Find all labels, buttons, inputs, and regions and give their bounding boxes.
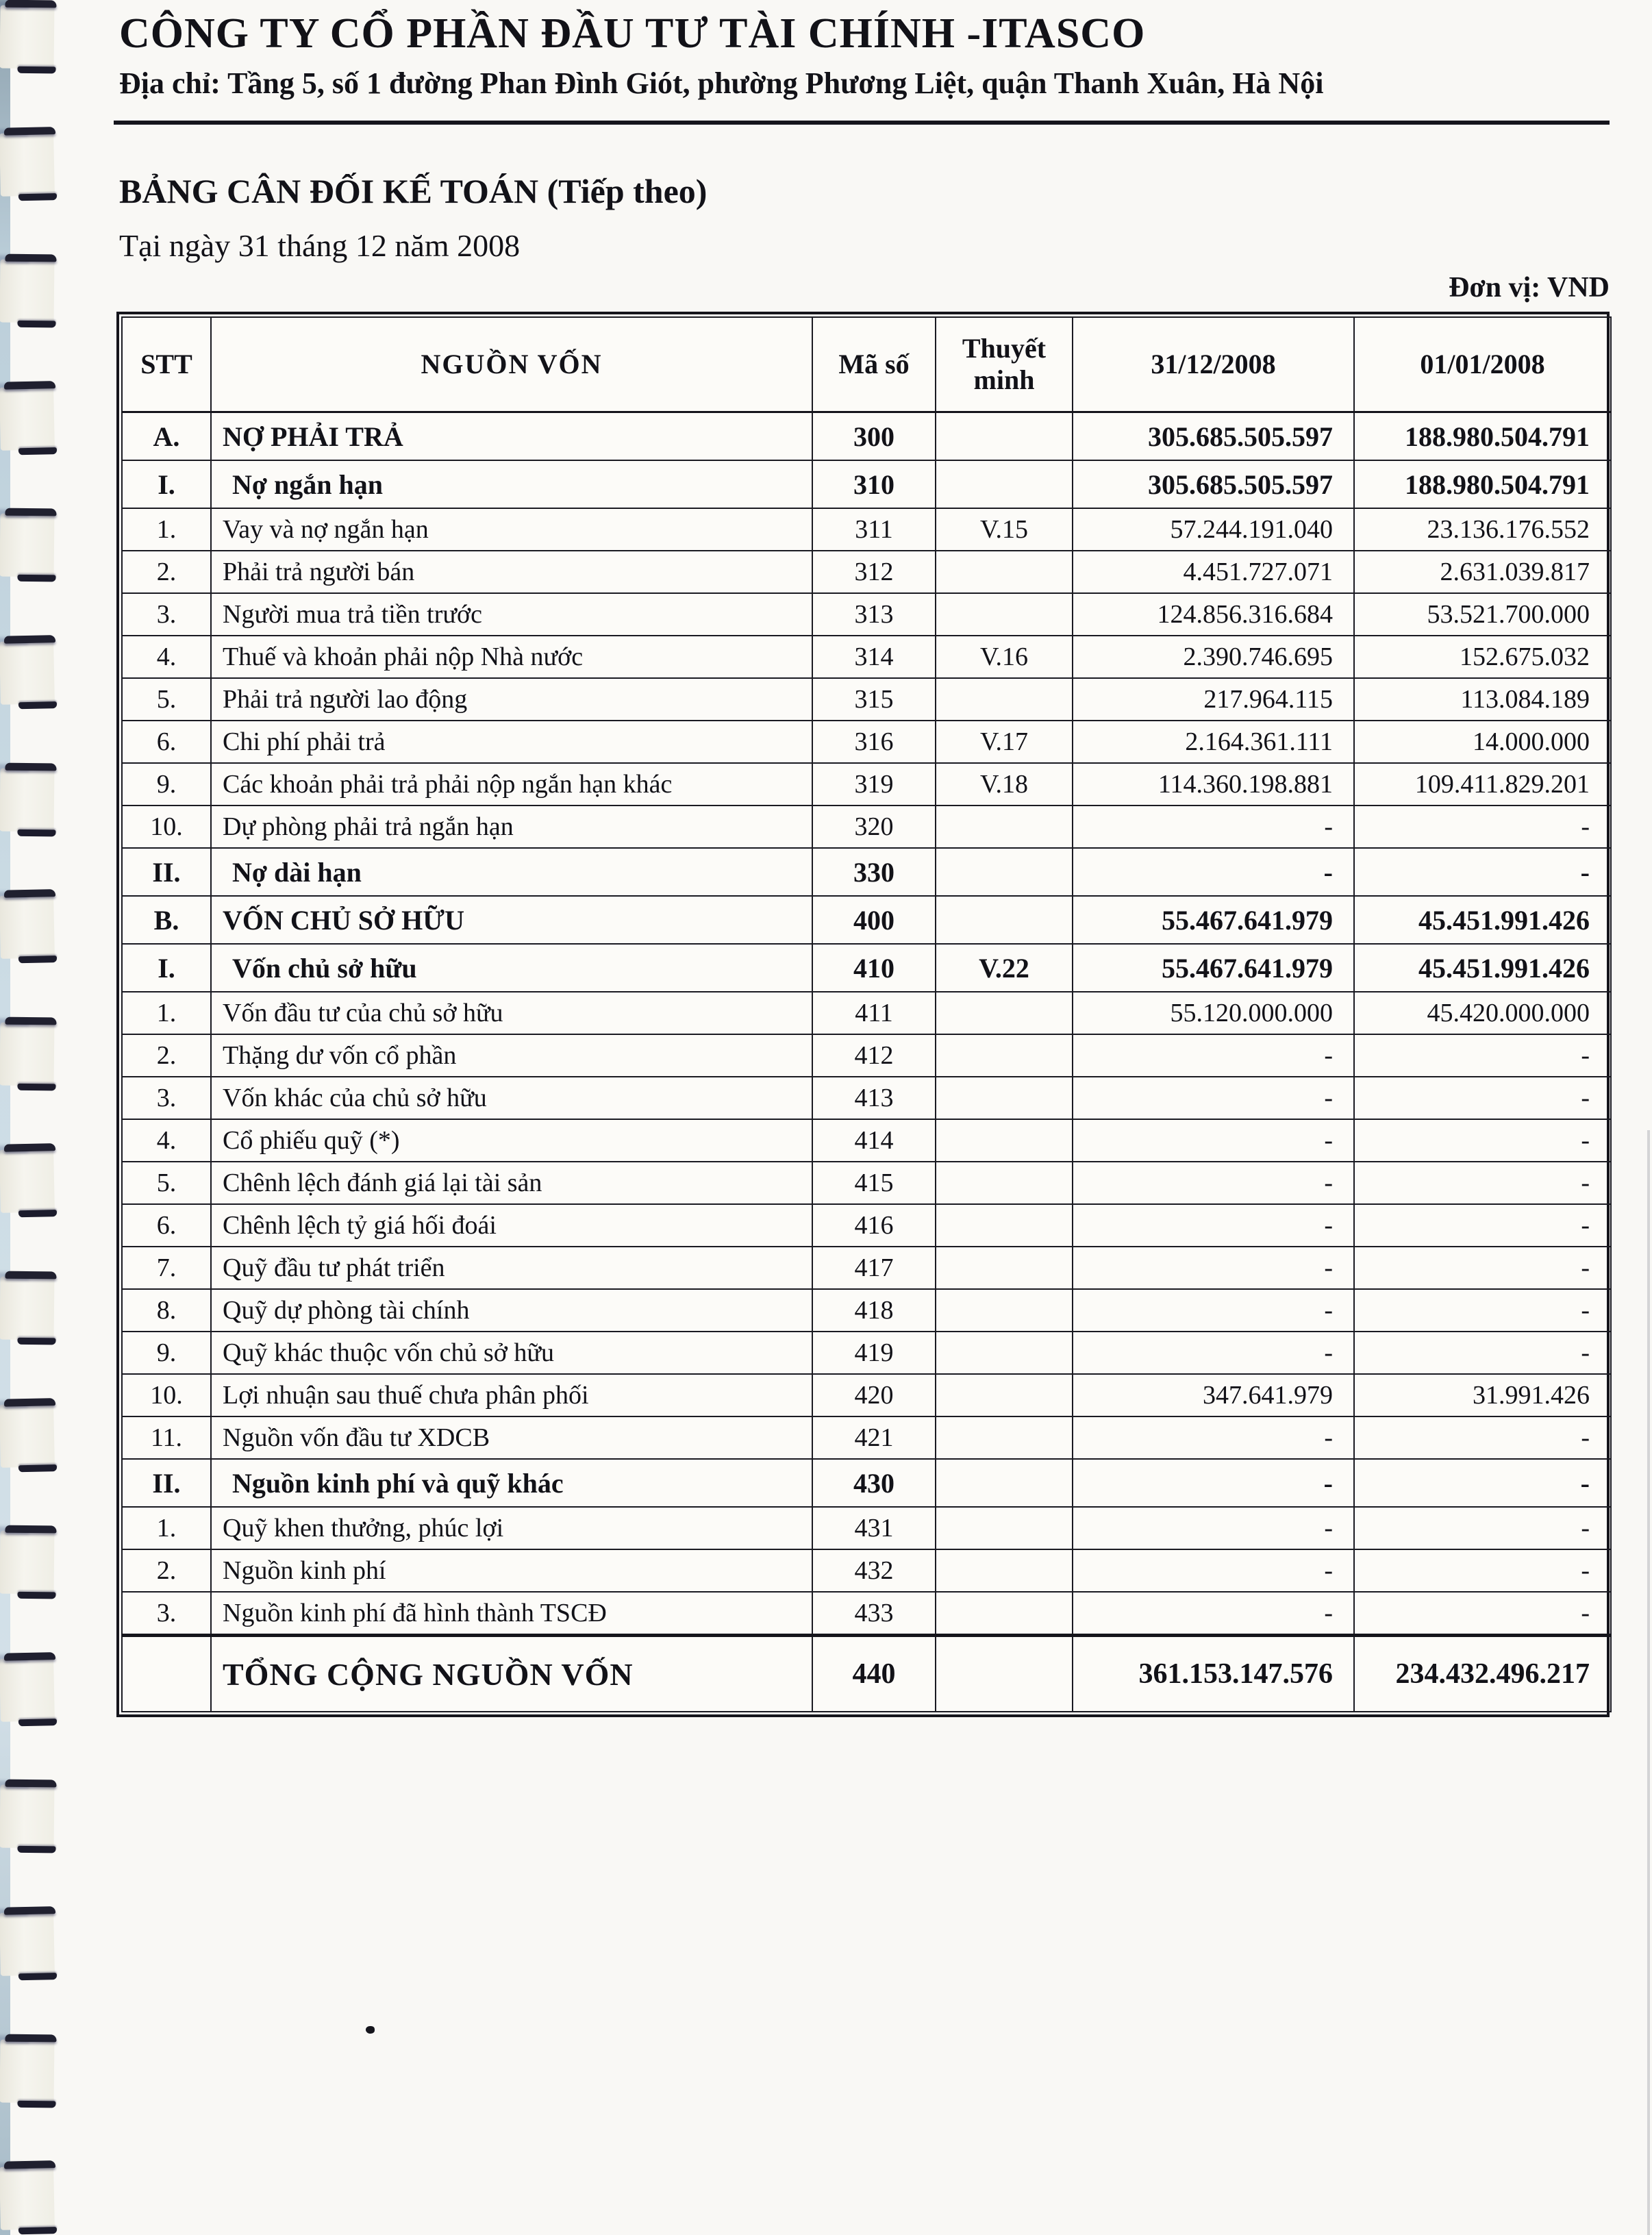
row-stt: 10. xyxy=(122,806,211,848)
row-label: Quỹ khen thưởng, phúc lợi xyxy=(211,1507,812,1549)
row-code: 400 xyxy=(812,896,936,944)
table-row xyxy=(122,763,1611,806)
row-value-current: 124.856.316.684 xyxy=(1073,593,1354,636)
row-stt: 3. xyxy=(122,1592,211,1636)
total-row xyxy=(122,1636,1611,1712)
row-label: Lợi nhuận sau thuế chưa phân phối xyxy=(211,1374,812,1416)
row-note xyxy=(936,1119,1073,1162)
row-note: V.15 xyxy=(936,508,1073,551)
row-value-current: 2.390.746.695 xyxy=(1073,636,1354,678)
row-code: 417 xyxy=(812,1247,936,1289)
table-row xyxy=(122,1592,1611,1636)
row-note xyxy=(936,1549,1073,1592)
row-code: 419 xyxy=(812,1332,936,1374)
row-stt: 5. xyxy=(122,1162,211,1204)
row-value-current: - xyxy=(1073,1247,1354,1289)
row-note xyxy=(936,1289,1073,1332)
col-header-code: Mã số xyxy=(812,317,936,412)
row-stt: 4. xyxy=(122,1119,211,1162)
row-value-prior: 31.991.426 xyxy=(1354,1374,1611,1416)
row-value-prior: - xyxy=(1354,1162,1611,1204)
report-title: BẢNG CÂN ĐỐI KẾ TOÁN (Tiếp theo) xyxy=(119,172,708,210)
col-header-stt: STT xyxy=(122,317,211,412)
table-row xyxy=(122,1119,1611,1162)
col-header-note: Thuyết minh xyxy=(936,317,1073,412)
row-note xyxy=(936,1204,1073,1247)
row-value-current: - xyxy=(1073,1507,1354,1549)
report-date: Tại ngày 31 tháng 12 năm 2008 xyxy=(119,228,521,263)
row-value-prior: - xyxy=(1354,1289,1611,1332)
table-row xyxy=(122,1332,1611,1374)
row-note: V.17 xyxy=(936,721,1073,763)
table-row xyxy=(122,1289,1611,1332)
row-label: Thuế và khoản phải nộp Nhà nước xyxy=(211,636,812,678)
row-value-current: 305.685.505.597 xyxy=(1073,460,1354,508)
row-code: 430 xyxy=(812,1459,936,1507)
row-value-current: 55.120.000.000 xyxy=(1073,992,1354,1034)
row-value-prior: - xyxy=(1354,1459,1611,1507)
row-stt: 2. xyxy=(122,551,211,593)
row-stt: 3. xyxy=(122,1077,211,1119)
table-row xyxy=(122,1374,1611,1416)
row-stt: 4. xyxy=(122,636,211,678)
table-row xyxy=(122,593,1611,636)
row-label: Nợ dài hạn xyxy=(211,848,812,896)
row-label: TỔNG CỘNG NGUỒN VỐN xyxy=(211,1636,812,1712)
row-note xyxy=(936,1162,1073,1204)
row-value-current: - xyxy=(1073,1592,1354,1636)
row-stt: 6. xyxy=(122,721,211,763)
table-row xyxy=(122,1416,1611,1459)
row-code: 311 xyxy=(812,508,936,551)
row-value-prior: 2.631.039.817 xyxy=(1354,551,1611,593)
row-note xyxy=(936,992,1073,1034)
row-stt: 2. xyxy=(122,1549,211,1592)
table-row xyxy=(122,848,1611,896)
row-value-prior: 14.000.000 xyxy=(1354,721,1611,763)
row-value-current: - xyxy=(1073,1204,1354,1247)
row-code: 440 xyxy=(812,1636,936,1712)
row-code: 319 xyxy=(812,763,936,806)
row-label: Các khoản phải trả phải nộp ngắn hạn khác xyxy=(211,763,812,806)
table-row xyxy=(122,1034,1611,1077)
row-value-current: - xyxy=(1073,1034,1354,1077)
row-value-prior: - xyxy=(1354,1416,1611,1459)
row-code: 315 xyxy=(812,678,936,721)
row-note xyxy=(936,1034,1073,1077)
row-value-current: - xyxy=(1073,1332,1354,1374)
row-code: 410 xyxy=(812,944,936,992)
row-label: Chênh lệch đánh giá lại tài sản xyxy=(211,1162,812,1204)
row-code: 330 xyxy=(812,848,936,896)
row-note xyxy=(936,1459,1073,1507)
row-stt: II. xyxy=(122,848,211,896)
row-note xyxy=(936,678,1073,721)
row-value-prior: - xyxy=(1354,1592,1611,1636)
row-value-current: - xyxy=(1073,806,1354,848)
row-note: V.22 xyxy=(936,944,1073,992)
table-row xyxy=(122,412,1611,461)
row-note xyxy=(936,806,1073,848)
row-label: Thặng dư vốn cổ phần xyxy=(211,1034,812,1077)
row-code: 413 xyxy=(812,1077,936,1119)
row-code: 415 xyxy=(812,1162,936,1204)
row-value-prior: - xyxy=(1354,1247,1611,1289)
row-stt: 3. xyxy=(122,593,211,636)
row-value-prior: 113.084.189 xyxy=(1354,678,1611,721)
row-value-current: - xyxy=(1073,1077,1354,1119)
col-header-date-prior: 01/01/2008 xyxy=(1354,317,1611,412)
row-value-prior: - xyxy=(1354,1332,1611,1374)
row-label: Quỹ dự phòng tài chính xyxy=(211,1289,812,1332)
row-value-current: 114.360.198.881 xyxy=(1073,763,1354,806)
row-code: 313 xyxy=(812,593,936,636)
row-stt: B. xyxy=(122,896,211,944)
table-row xyxy=(122,721,1611,763)
row-stt: 1. xyxy=(122,1507,211,1549)
row-stt: 1. xyxy=(122,992,211,1034)
row-label: Phải trả người lao động xyxy=(211,678,812,721)
row-note: V.16 xyxy=(936,636,1073,678)
row-note xyxy=(936,1247,1073,1289)
row-value-prior: - xyxy=(1354,1119,1611,1162)
row-code: 414 xyxy=(812,1119,936,1162)
row-note xyxy=(936,1077,1073,1119)
row-label: Nguồn kinh phí và quỹ khác xyxy=(211,1459,812,1507)
row-value-current: 55.467.641.979 xyxy=(1073,944,1354,992)
row-value-current: - xyxy=(1073,1416,1354,1459)
table-row xyxy=(122,1077,1611,1119)
row-label: Cổ phiếu quỹ (*) xyxy=(211,1119,812,1162)
row-label: Nợ ngắn hạn xyxy=(211,460,812,508)
row-code: 300 xyxy=(812,412,936,461)
row-value-current: 2.164.361.111 xyxy=(1073,721,1354,763)
unit-label: Đơn vị: VND xyxy=(1449,272,1610,303)
row-value-current: 4.451.727.071 xyxy=(1073,551,1354,593)
row-label: Quỹ đầu tư phát triển xyxy=(211,1247,812,1289)
row-label: Chênh lệch tỷ giá hối đoái xyxy=(211,1204,812,1247)
table-row xyxy=(122,1204,1611,1247)
row-value-prior: 109.411.829.201 xyxy=(1354,763,1611,806)
row-code: 314 xyxy=(812,636,936,678)
row-value-prior: - xyxy=(1354,848,1611,896)
row-code: 433 xyxy=(812,1592,936,1636)
table-row xyxy=(122,460,1611,508)
balance-sheet-table xyxy=(116,312,1610,1717)
row-stt: 1. xyxy=(122,508,211,551)
row-label: VỐN CHỦ SỞ HỮU xyxy=(211,896,812,944)
row-stt: II. xyxy=(122,1459,211,1507)
row-value-current: - xyxy=(1073,1162,1354,1204)
table-row xyxy=(122,896,1611,944)
row-stt: I. xyxy=(122,944,211,992)
company-address: Địa chỉ: Tầng 5, số 1 đường Phan Đình Giót, phường Phương Liệt, quận Thanh Xuân, Hà Nội xyxy=(119,66,1324,100)
row-label: Vay và nợ ngắn hạn xyxy=(211,508,812,551)
row-label: Vốn đầu tư của chủ sở hữu xyxy=(211,992,812,1034)
row-code: 320 xyxy=(812,806,936,848)
table-row xyxy=(122,944,1611,992)
row-value-current: - xyxy=(1073,1289,1354,1332)
row-stt: A. xyxy=(122,412,211,461)
row-label: Dự phòng phải trả ngắn hạn xyxy=(211,806,812,848)
row-value-current: - xyxy=(1073,848,1354,896)
row-stt: 9. xyxy=(122,1332,211,1374)
col-header-date-current: 31/12/2008 xyxy=(1073,317,1354,412)
row-label: Phải trả người bán xyxy=(211,551,812,593)
row-stt: 5. xyxy=(122,678,211,721)
row-code: 412 xyxy=(812,1034,936,1077)
table-row xyxy=(122,551,1611,593)
row-code: 312 xyxy=(812,551,936,593)
row-note xyxy=(936,460,1073,508)
row-stt: 10. xyxy=(122,1374,211,1416)
row-label: Người mua trả tiền trước xyxy=(211,593,812,636)
row-value-current: 217.964.115 xyxy=(1073,678,1354,721)
row-label: Quỹ khác thuộc vốn chủ sở hữu xyxy=(211,1332,812,1374)
row-code: 411 xyxy=(812,992,936,1034)
scan-artifact-dot xyxy=(366,2026,375,2034)
row-note xyxy=(936,1592,1073,1636)
row-value-current: - xyxy=(1073,1119,1354,1162)
row-value-prior: - xyxy=(1354,1507,1611,1549)
row-label: NỢ PHẢI TRẢ xyxy=(211,412,812,461)
company-name: CÔNG TY CỔ PHẦN ĐẦU TƯ TÀI CHÍNH -ITASCO xyxy=(119,10,1146,57)
table-row xyxy=(122,1162,1611,1204)
row-note xyxy=(936,1507,1073,1549)
row-label: Nguồn kinh phí đã hình thành TSCĐ xyxy=(211,1592,812,1636)
row-label: Vốn khác của chủ sở hữu xyxy=(211,1077,812,1119)
row-value-prior: - xyxy=(1354,1034,1611,1077)
row-label: Vốn chủ sở hữu xyxy=(211,944,812,992)
row-value-prior: - xyxy=(1354,1204,1611,1247)
row-value-prior: 188.980.504.791 xyxy=(1354,412,1611,461)
row-value-current: 347.641.979 xyxy=(1073,1374,1354,1416)
table-header-row xyxy=(122,317,1611,412)
table-body xyxy=(122,412,1611,1712)
row-label: Nguồn kinh phí xyxy=(211,1549,812,1592)
row-note xyxy=(936,896,1073,944)
row-code: 418 xyxy=(812,1289,936,1332)
row-code: 416 xyxy=(812,1204,936,1247)
row-value-current: - xyxy=(1073,1549,1354,1592)
row-stt xyxy=(122,1636,211,1712)
row-label: Chi phí phải trả xyxy=(211,721,812,763)
row-stt: 9. xyxy=(122,763,211,806)
row-value-current: 57.244.191.040 xyxy=(1073,508,1354,551)
row-note xyxy=(936,848,1073,896)
row-value-prior: - xyxy=(1354,806,1611,848)
col-header-source: NGUỒN VỐN xyxy=(211,317,812,412)
row-stt: I. xyxy=(122,460,211,508)
row-value-prior: 45.451.991.426 xyxy=(1354,896,1611,944)
row-note xyxy=(936,593,1073,636)
row-value-prior: 152.675.032 xyxy=(1354,636,1611,678)
row-code: 431 xyxy=(812,1507,936,1549)
row-note xyxy=(936,1636,1073,1712)
row-code: 421 xyxy=(812,1416,936,1459)
row-stt: 8. xyxy=(122,1289,211,1332)
row-note xyxy=(936,551,1073,593)
row-stt: 6. xyxy=(122,1204,211,1247)
row-value-prior: 45.451.991.426 xyxy=(1354,944,1611,992)
row-value-current: 305.685.505.597 xyxy=(1073,412,1354,461)
row-value-current: 361.153.147.576 xyxy=(1073,1636,1354,1712)
row-value-prior: 23.136.176.552 xyxy=(1354,508,1611,551)
row-stt: 11. xyxy=(122,1416,211,1459)
table-row xyxy=(122,636,1611,678)
row-code: 316 xyxy=(812,721,936,763)
row-code: 420 xyxy=(812,1374,936,1416)
row-value-prior: 188.980.504.791 xyxy=(1354,460,1611,508)
row-stt: 2. xyxy=(122,1034,211,1077)
row-value-current: - xyxy=(1073,1459,1354,1507)
table-row xyxy=(122,1549,1611,1592)
row-value-prior: 45.420.000.000 xyxy=(1354,992,1611,1034)
row-code: 310 xyxy=(812,460,936,508)
row-note xyxy=(936,412,1073,461)
table-row xyxy=(122,1507,1611,1549)
row-value-prior: - xyxy=(1354,1549,1611,1592)
row-value-prior: - xyxy=(1354,1077,1611,1119)
row-value-prior: 53.521.700.000 xyxy=(1354,593,1611,636)
header-divider xyxy=(114,121,1610,125)
table-row xyxy=(122,806,1611,848)
row-code: 432 xyxy=(812,1549,936,1592)
row-note: V.18 xyxy=(936,763,1073,806)
table-row xyxy=(122,1459,1611,1507)
row-note xyxy=(936,1416,1073,1459)
row-value-prior: 234.432.496.217 xyxy=(1354,1636,1611,1712)
row-stt: 7. xyxy=(122,1247,211,1289)
table-row xyxy=(122,678,1611,721)
row-label: Nguồn vốn đầu tư XDCB xyxy=(211,1416,812,1459)
table-row xyxy=(122,992,1611,1034)
row-note xyxy=(936,1332,1073,1374)
table-row xyxy=(122,1247,1611,1289)
row-note xyxy=(936,1374,1073,1416)
table-row xyxy=(122,508,1611,551)
row-value-current: 55.467.641.979 xyxy=(1073,896,1354,944)
